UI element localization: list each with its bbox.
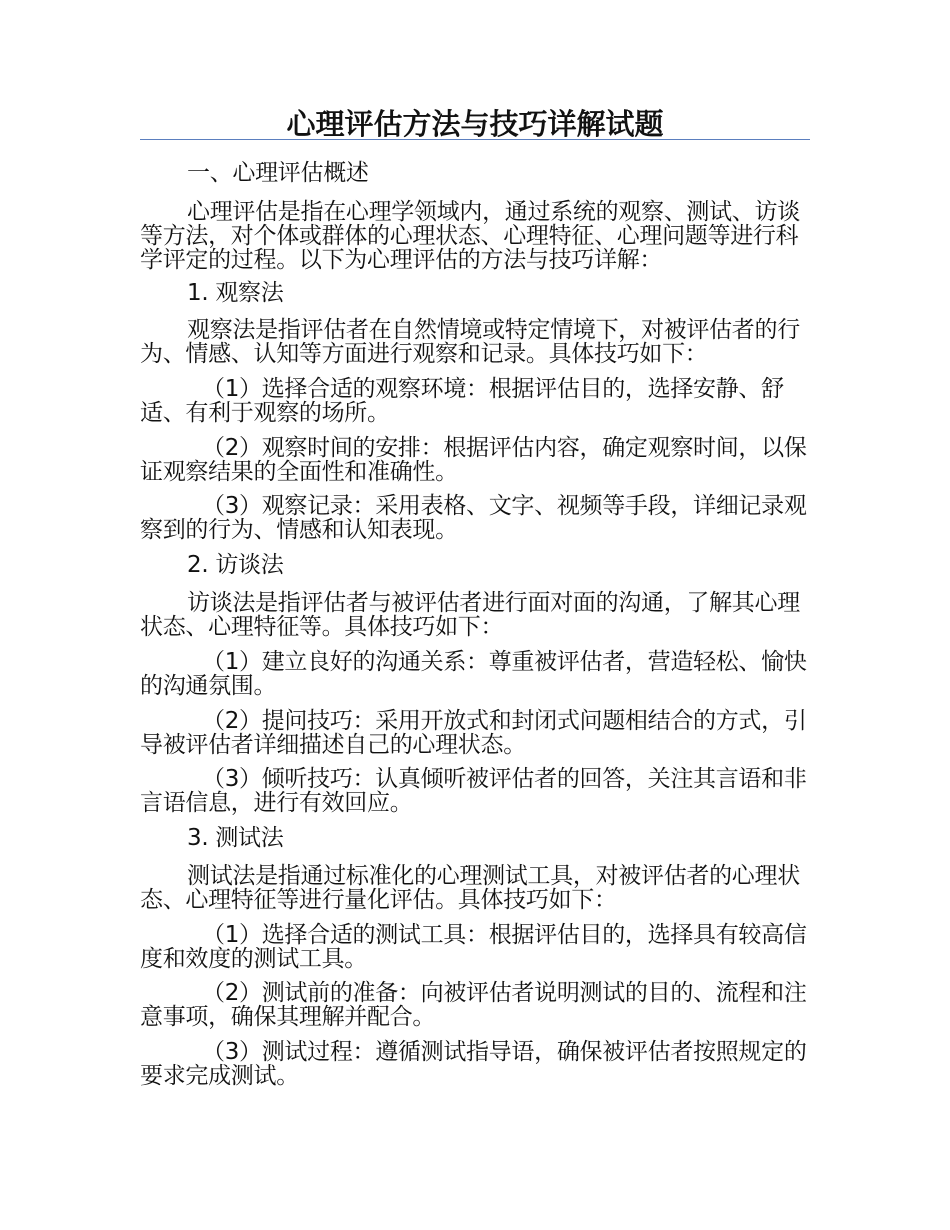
tip-testing-2: （2）测试前的准备：向被评估者说明测试的目的、流程和注意事项，确保其理解并配合。: [140, 980, 807, 1030]
tip-interview-2: （2）提问技巧：采用开放式和封闭式问题相结合的方式，引导被评估者详细描述自己的心理状态。: [140, 708, 807, 758]
tip-observation-3: （3）观察记录：采用表格、文字、视频等手段，详细记录观察到的行为、情感和认知表现。: [140, 493, 807, 543]
tip-interview-1: （1）建立良好的沟通关系：尊重被评估者，营造轻松、愉快的沟通氛围。: [140, 649, 807, 699]
tip-testing-3: （3）测试过程：遵循测试指导语，确保被评估者按照规定的要求完成测试。: [140, 1039, 807, 1089]
method-heading-testing: 3. 测试法: [187, 825, 284, 851]
section-heading: 一、心理评估概述: [187, 160, 369, 186]
method-heading-interview: 2. 访谈法: [187, 552, 284, 578]
method-description-interview: 访谈法是指评估者与被评估者进行面对面的沟通，了解其心理状态、心理特征等。具体技巧如下：: [140, 590, 800, 640]
method-description-observation: 观察法是指评估者在自然情境或特定情境下，对被评估者的行为、情感、认知等方面进行观察和记录。具体技巧如下：: [140, 317, 800, 367]
title-underline: [140, 139, 810, 140]
method-heading-observation: 1. 观察法: [187, 280, 284, 306]
method-description-testing: 测试法是指通过标准化的心理测试工具，对被评估者的心理状态、心理特征等进行量化评估。具体技巧如下：: [140, 863, 800, 913]
intro-paragraph: 心理评估是指在心理学领域内，通过系统的观察、测试、访谈等方法，对个体或群体的心理状态、心理特征、心理问题等进行科学评定的过程。以下为心理评估的方法与技巧详解：: [140, 199, 800, 273]
tip-interview-3: （3）倾听技巧：认真倾听被评估者的回答，关注其言语和非言语信息，进行有效回应。: [140, 766, 807, 816]
tip-testing-1: （1）选择合适的测试工具：根据评估目的，选择具有较高信度和效度的测试工具。: [140, 922, 807, 972]
tip-observation-1: （1）选择合适的观察环境：根据评估目的，选择安静、舒适、有利于观察的场所。: [140, 376, 784, 426]
tip-observation-2: （2）观察时间的安排：根据评估内容，确定观察时间，以保证观察结果的全面性和准确性。: [140, 435, 807, 485]
document-title: 心理评估方法与技巧详解试题: [286, 107, 664, 141]
